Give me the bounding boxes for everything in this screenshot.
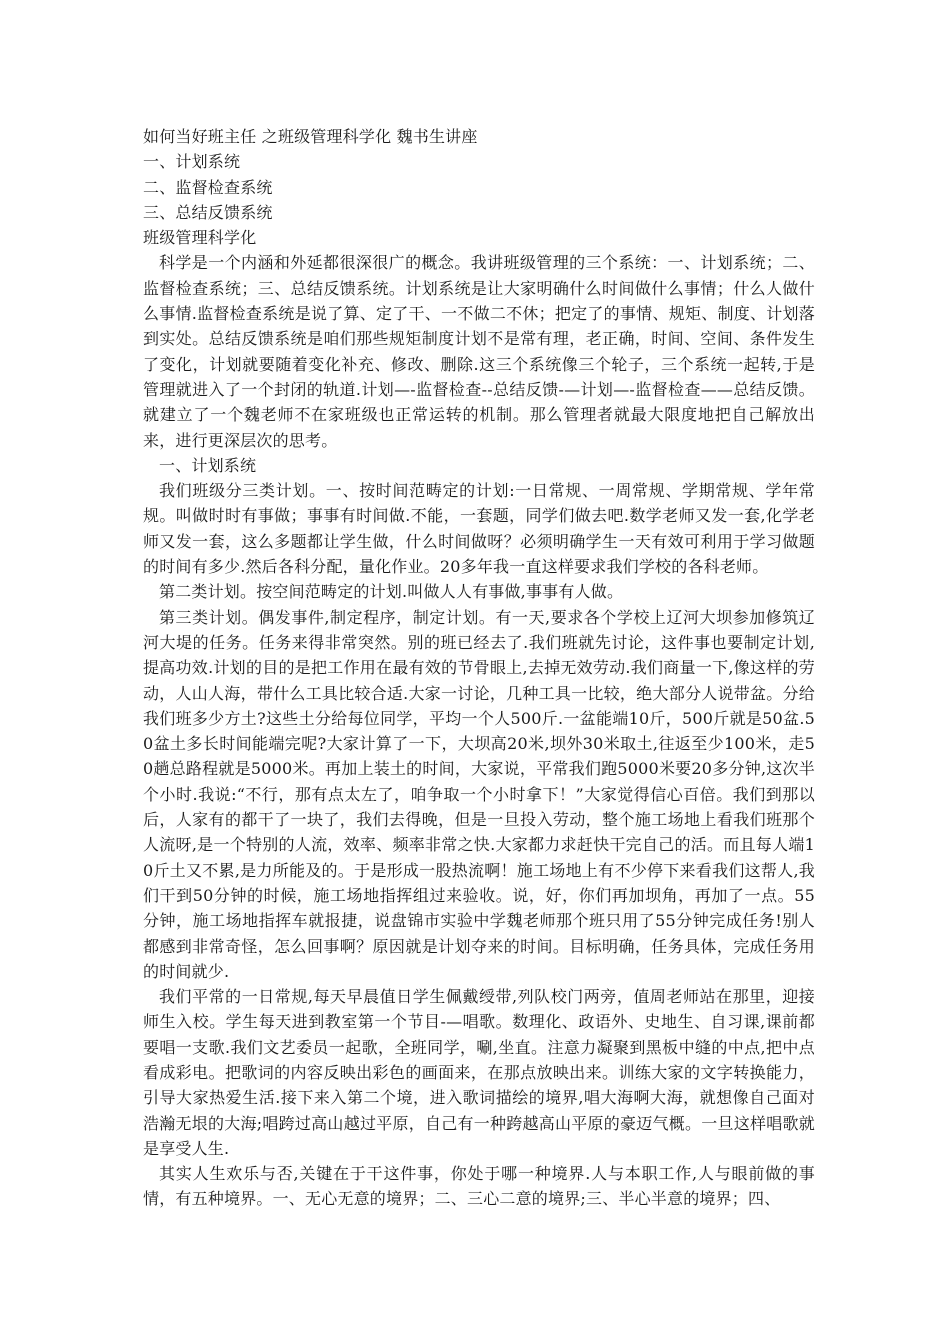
paragraph-daily-routine: 我们平常的一日常规,每天早晨值日学生佩戴绶带,列队校门两旁，值周老师站在那里，迎接师生入校。学生每天进到教室第一个节目-—唱歌。数理化、政语外、史地生、自习课,课前都要唱一支歌.我们文艺委员一起歌，全班同学，唰,坐直。注意力凝聚到黑板中缝的中点,把中点看成彩电。把歌词的内容反映出彩色的画面来，在那点放映出来。训练大家的文字转换能力，引导大家热爱生活.接下来入第二个境，进入歌词描绘的境界,唱大海啊大海，就想像自己面对浩瀚无垠的大海;唱跨过高山越过平原，自己有一种跨越高山平原的豪迈气概。一旦这样唱歌就是享受人生. xyxy=(143,987,815,1158)
paragraph-realms: 其实人生欢乐与否,关键在于干这件事，你处于哪一种境界.人与本职工作,人与眼前做的事情，有五种境界。一、无心无意的境界；二、三心二意的境界;三、半心半意的境界；四、 xyxy=(143,1164,815,1209)
outline-item-supervision: 二、监督检查系统 xyxy=(143,177,273,197)
paragraph-intro: 科学是一个内涵和外延都很深很广的概念。我讲班级管理的三个系统：一、计划系统；二、监督检查系统；三、总结反馈系统。计划系统是让大家明确什么时间做什么事情；什么人做什么事情.监督检查系统是说了算、定了干、一不做二不休；把定了的事情、规矩、制度、计划落到实处。总结反馈系统是咱们那些规矩制度计划不是常有理，老正确，时间、空间、条件发生了变化，计划就要随着变化补充、修改、删除.这三个系统像三个轮子，三个系统一起转,于是管理就进入了一个封闭的轨道.计划—-监督检查--总结反馈-—计划—-监督检查——总结反馈。就建立了一个魏老师不在家班级也正常运转的机制。那么管理者就最大限度地把自己解放出来，进行更深层次的思考。 xyxy=(143,253,815,450)
section-title: 班级管理科学化 xyxy=(143,228,257,248)
section-heading-plan: 一、计划系统 xyxy=(159,455,257,475)
paragraph-third-plan: 第三类计划。偶发事件,制定程序，制定计划。有一天,要求各个学校上辽河大坝参加修筑辽河大堤的任务。任务来得非常突然。别的班已经去了.我们班就先讨论，这件事也要制定计划,提高功效.计划的目的是把工作用在最有效的节骨眼上,去掉无效劳动.我们商量一下,像这样的劳动，人山人海，带什么工具比较合适.大家一讨论，几种工具一比较，绝大部分人说带盆。分给我们班多少方土?这些土分给每位同学，平均一个人500斤.一盆能端10斤，500斤就是50盆.50盆土多长时间能端完呢?大家计算了一下，大坝高20米,坝外30米取土,往返至少100米，走50趟总路程就是5000米。再加上装土的时间，大家说，平常我们跑5000米要20多分钟,这次半个小时.我说:“不行，那有点太左了，咱争取一个小时拿下！”大家觉得信心百倍。我们到那以后，人家有的都干了一块了，我们去得晚，但是一旦投入劳动，整个施工场地上看我们班那个人流呀,是一个特别的人流，效率、频率非常之快.大家都力求赶快干完自己的活。而且每人端10斤土又不累,是力所能及的。于是形成一股热流啊！施工场地上有不少停下来看我们这帮人,我们干到50分钟的时候，施工场地指挥组过来验收。说，好，你们再加坝角，再加了一点。55分钟，施工场地指挥车就报捷，说盘锦市实验中学魏老师那个班只用了55分钟完成任务!别人都感到非常奇怪，怎么回事啊？原因就是计划夺来的时间。目标明确，任务具体，完成任务用的时间就少. xyxy=(143,607,815,981)
document-body xyxy=(143,124,815,1212)
outline-item-feedback: 三、总结反馈系统 xyxy=(143,202,273,222)
paragraph-first-plan: 我们班级分三类计划。一、按时间范畴定的计划:一日常规、一周常规、学期常规、学年常规。叫做时时有事做；事事有时间做.不能，一套题，同学们做去吧.数学老师又发一套,化学老师又发一套，这么多题都让学生做，什么时间做呀？必须明确学生一天有效可利用于学习做题的时间有多少.然后各科分配，量化作业。20多年我一直这样要求我们学校的各科老师。 xyxy=(143,481,815,577)
paragraph-second-plan: 第二类计划。按空间范畴定的计划.叫做人人有事做,事事有人做。 xyxy=(159,582,624,602)
document-title: 如何当好班主任 之班级管理科学化 魏书生讲座 xyxy=(143,127,478,146)
outline-item-plan: 一、计划系统 xyxy=(143,152,241,172)
